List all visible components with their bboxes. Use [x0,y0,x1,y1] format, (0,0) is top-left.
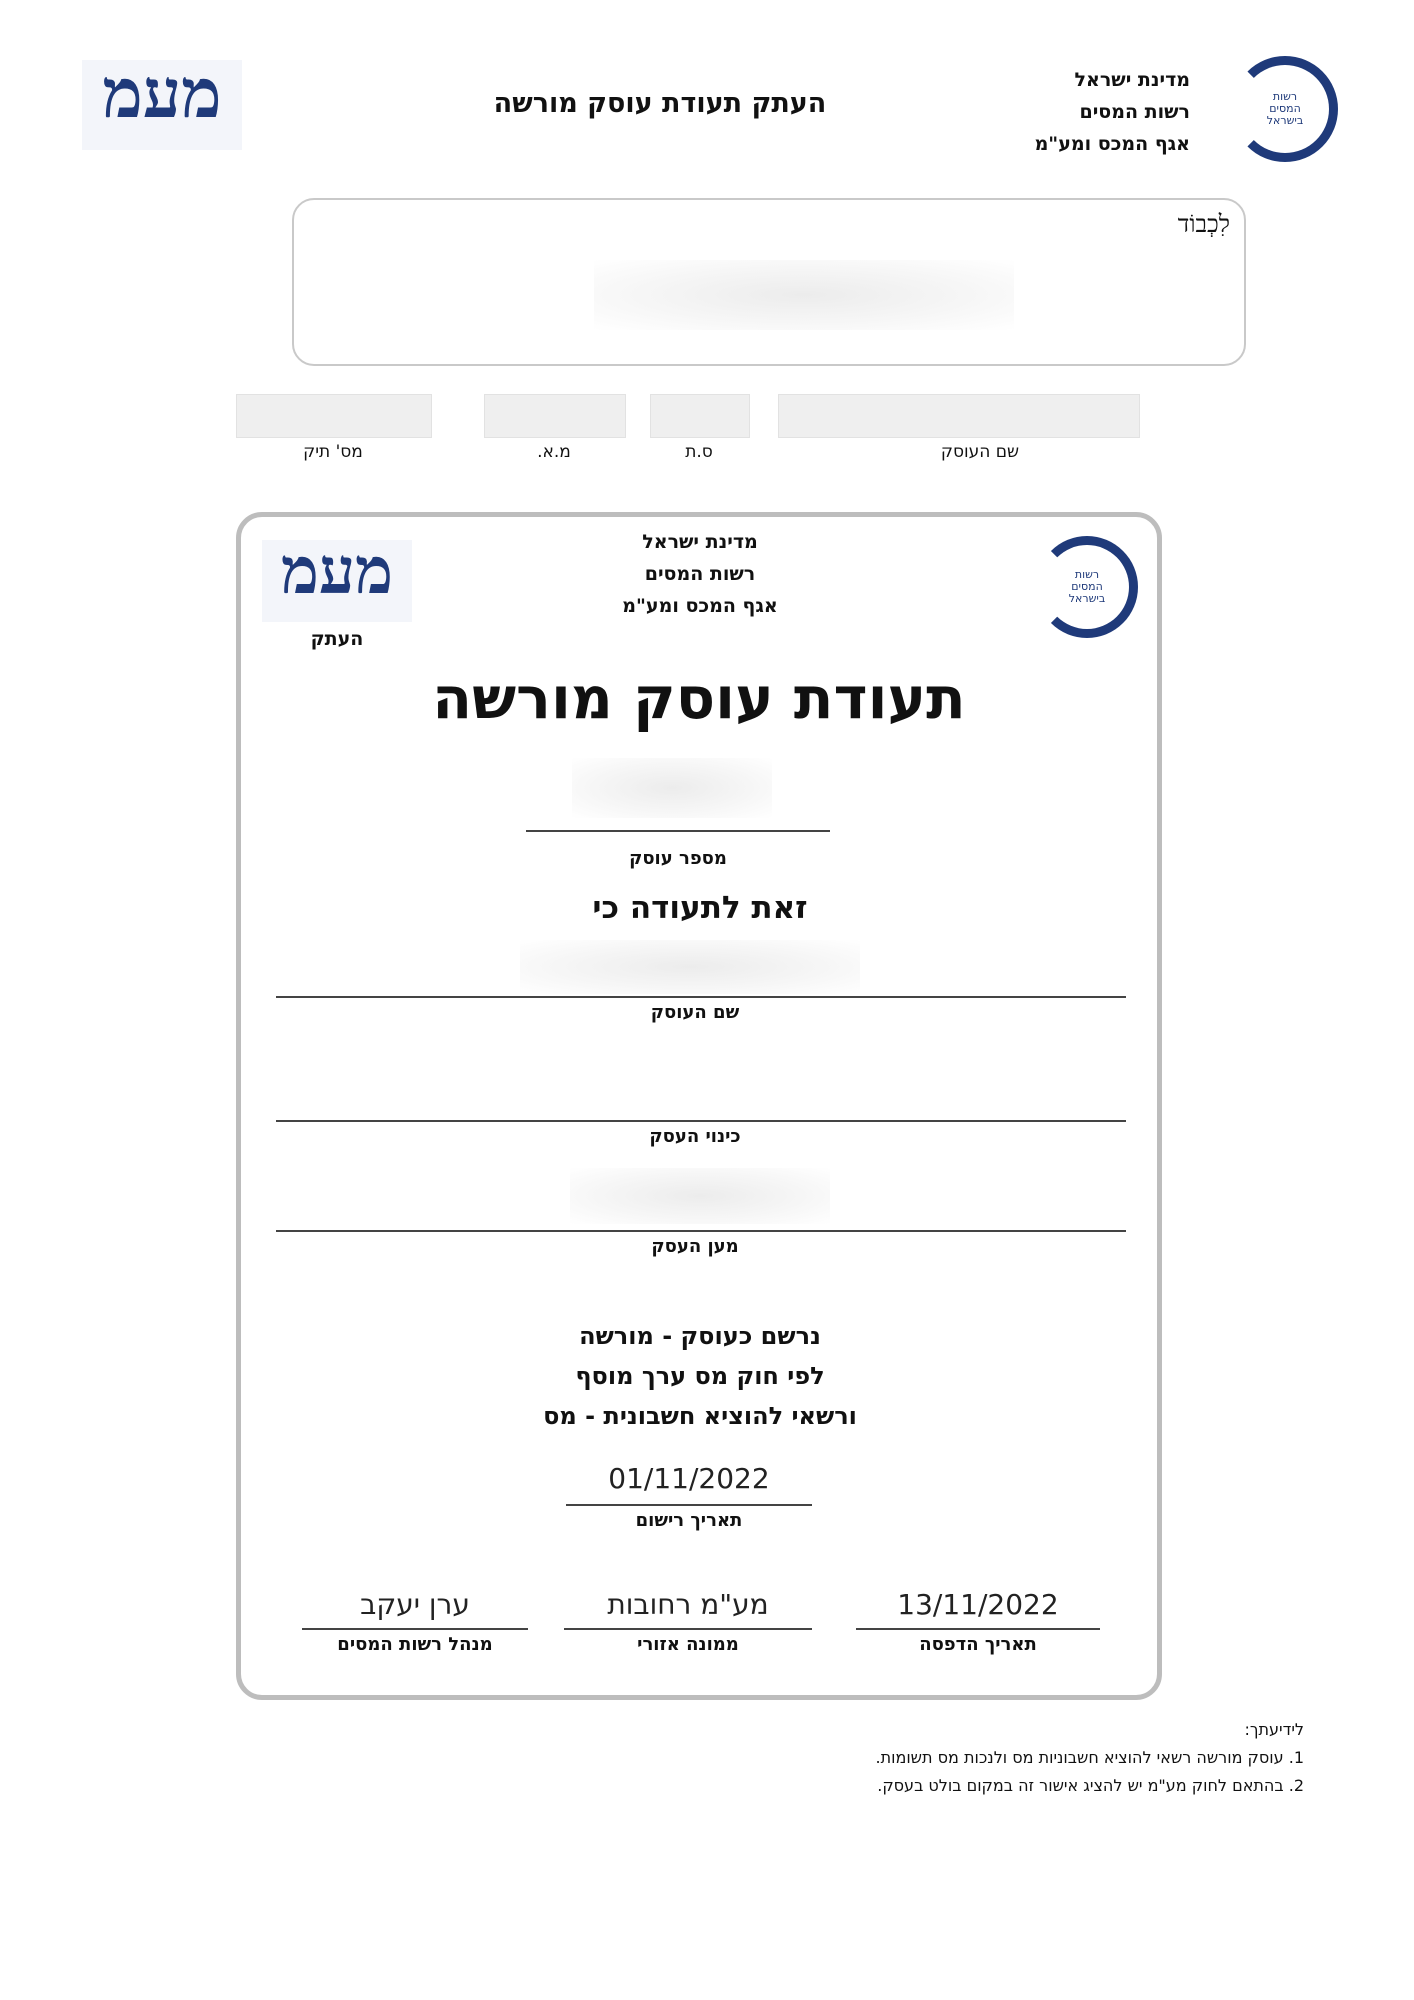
registration-statement [460,1316,940,1436]
meta-label-dealer-name: שם העוסק [940,442,1020,462]
meta-value-ma [484,394,626,438]
dealer-name-line [276,996,1126,998]
regional-officer-line [564,1628,812,1630]
seal-text: רשות [1272,90,1298,103]
tax-director-label: מנהל רשות המסים [337,1634,493,1655]
agency-line: מדינת ישראל [1074,69,1190,91]
tax-director-value: ערן יעקב [360,1588,470,1621]
certificate-title: תעודת עוסק מורשה [432,664,966,732]
logo-memem-icon: מעמ [82,60,242,150]
notes-heading: לידיעתך: [1244,1720,1304,1739]
business-address-label: מען העסק [651,1236,739,1257]
meta-value-branch [650,394,750,438]
registration-line: נרשם כעוסק - מורשה [579,1322,821,1350]
seal-text: בישראל [1266,114,1304,127]
redacted-business-address [570,1168,830,1224]
business-address-line [276,1230,1126,1232]
registration-line: לפי חוק מס ערך מוסף [575,1362,825,1390]
agency-line: רשות המסים [1079,101,1190,123]
agency-line: מדינת ישראל [642,531,758,553]
regional-officer-label: ממונה אזורי [637,1634,739,1655]
print-date-label: תאריך הדפסה [919,1634,1037,1655]
meta-label-branch: ס.ת [685,442,713,462]
seal-text: בישראל [1068,592,1106,605]
dealer-number-line [526,830,830,832]
business-alias-line [276,1120,1126,1122]
print-date-value: 13/11/2022 [897,1588,1059,1621]
tax-director-line [302,1628,528,1630]
registration-date-line [566,1504,812,1506]
page-title: העתק תעודת עוסק מורשה [493,88,827,119]
tax-authority-seal-icon [1232,56,1338,162]
copy-caption: העתק [310,628,364,650]
declaration-text: זאת לתעודה כי [592,890,808,926]
seal-text: רשות [1074,568,1100,581]
notes-item: 2. בהתאם לחוק מע"מ יש להציג אישור זה במקום בולט בעסק. [877,1776,1304,1795]
agency-line: אגף המכס ומע"מ [1034,133,1190,155]
dealer-number-label: מספר עוסק [629,848,727,869]
agency-line: אגף המכס ומע"מ [622,595,778,617]
notes-block [700,1716,1304,1800]
dealer-name-label: שם העוסק [650,1002,740,1023]
certificate-seal-icon [1036,536,1138,638]
redacted-dealer-name [520,940,860,994]
meta-label-file-number: מס' תיק [303,442,363,462]
notes-item: 1. עוסק מורשה רשאי להוציא חשבוניות מס ולנכות מס תשומות. [875,1748,1304,1767]
registration-line: ורשאי להוציא חשבונית - מס [543,1402,857,1430]
registration-date-label: תאריך רישום [635,1510,743,1531]
certificate-agency-block [560,526,840,622]
business-alias-label: כינוי העסק [649,1126,741,1147]
redacted-dealer-number [572,758,772,818]
meta-value-dealer-name [778,394,1140,438]
regional-officer-value: מע"מ רחובות [607,1588,769,1621]
recipient-label: לִכְבוֹד [1177,210,1230,238]
seal-text: המסים [1269,102,1301,115]
print-date-line [856,1628,1100,1630]
meta-value-file-number [236,394,432,438]
meta-label-ma: מ.א. [537,442,571,462]
seal-text: המסים [1071,580,1103,593]
recipient-address-box [292,198,1246,366]
agency-block [990,64,1190,160]
registration-date-value: 01/11/2022 [608,1462,770,1495]
certificate-logo-memem-icon: מעמ [262,540,412,622]
redacted-address [594,260,1014,330]
agency-line: רשות המסים [644,563,756,585]
